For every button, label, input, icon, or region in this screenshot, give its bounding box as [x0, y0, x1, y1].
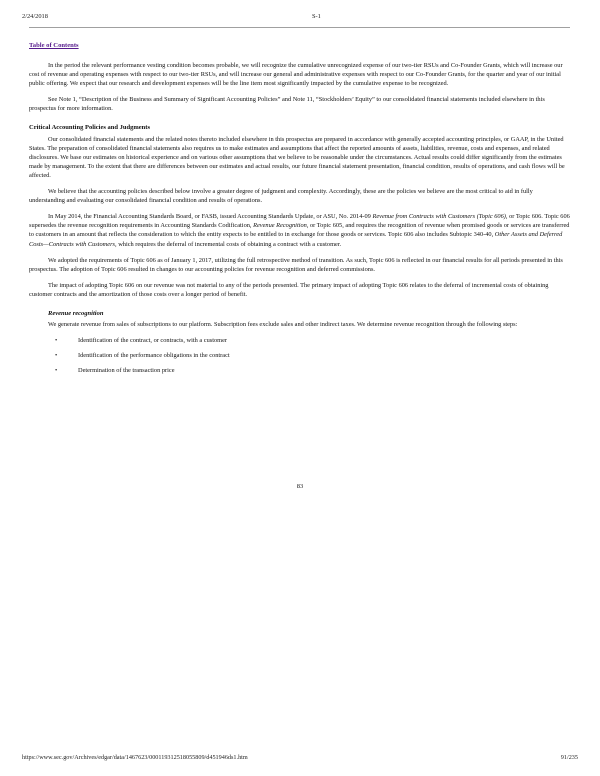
- document-body: [29, 61, 570, 381]
- page-number: 83: [296, 483, 304, 490]
- source-url: https://www.sec.gov/Archives/edgar/data/1467623/000119312518055809/d451946ds1.htm: [22, 754, 248, 761]
- paragraph-topic-606-asu: [29, 212, 570, 248]
- paragraph-vesting: In the period the relevant performance vesting condition becomes probable, we will recognize the cumulative unrecognized expense of our two-tier RSUs and Co-Founder Grants, which will increase our cost of revenue and operating expenses with respect to our two-tier RSUs, and will increase our general and administrative expenses with respect to our Co-Founder Grants, for the quarter and year of our initial public offering. We expect that our research and development expenses will be the line item most significantly impacted by the cumulative expense to be recognized.: [29, 62, 563, 88]
- list-item: [29, 351, 570, 361]
- list-item-text: Determination of the transaction price: [78, 367, 175, 375]
- print-document-title: S-1: [312, 13, 321, 20]
- heading-critical-accounting-policies: Critical Accounting Policies and Judgments: [29, 124, 150, 132]
- bullet-icon: •: [55, 367, 58, 375]
- bullet-icon: •: [55, 352, 58, 360]
- list-item-text: Identification of the performance obligations in the contract: [78, 352, 230, 360]
- text-segment: , or Topic 606. Topic 606 supersedes the revenue recognition requirements in Accounting Standards Codification,: [29, 213, 570, 230]
- paragraph-impact: The impact of adopting Topic 606 on our revenue was not material to any of the periods presented. The primary impact of adopting Topic 606 relates to the deferral of incremental costs of obtaining customer contracts and the amortization of those costs over a longer period of benefit.: [29, 281, 549, 298]
- list-item: [29, 366, 570, 376]
- print-page-count: 91/235: [560, 754, 578, 761]
- text-segment: In May 2014, the Financial Accounting Standards Board, or FASB, issued Accounting Standards Update, or ASU, No. 2014-09: [48, 213, 373, 221]
- paragraph-gaap: Our consolidated financial statements and the related notes thereto included elsewhere in this prospectus are prepared in accordance with generally accepted accounting principles, or GAAP, in the United States. The preparation of consolidated financial statements also requires us to make estimates and assumptions that affect the reported amounts of assets, liabilities, revenue, costs and expenses, and related disclosures. We base our estimates on historical experience and on various other assumptions that we believe to be reasonable under the circumstances. Actual results could differ significantly from the estimates made by management. To the extent that there are differences between our estimates and actual results, our future financial statement presentation, financial condition, results of operations, and cash flows will be affected.: [29, 135, 565, 179]
- text-segment: , or Topic 605, and requires the recognition of revenue when promised goods or services are transferred to customers in an amount that reflects the consideration to which the entity expects to be entitled to in exchange for those goods or services. Topic 606 also includes Subtopic 340-40,: [29, 222, 570, 239]
- paragraph-judgment: We believe that the accounting policies described below involve a greater degree of judgment and complexity. Accordingly, these are the policies we believe are the most critical to aid in fully understanding and evaluating our consolidated financial condition and results of operations.: [29, 188, 533, 205]
- revenue-steps-list: [29, 336, 570, 376]
- paragraph-see-note: See Note 1, “Description of the Business and Summary of Significant Accounting Policies” and Note 11, “Stockholders’ Equity” to our consolidated financial statements included elsewhere in this prospectus for more information.: [29, 96, 545, 113]
- paragraph-revenue-intro: We generate revenue from sales of subscriptions to our platform. Subscription fees exclude sales and other indirect taxes. We determine revenue recognition through the following steps:: [48, 321, 518, 329]
- bullet-icon: •: [55, 337, 58, 345]
- paragraph-adoption: We adopted the requirements of Topic 606 as of January 1, 2017, utilizing the full retrospective method of transition. As such, Topic 606 is reflected in our financial results for all periods presented in this prospectus. The adoption of Topic 606 resulted in changes to our accounting policies for revenue recognition and deferred commissions.: [29, 256, 563, 273]
- heading-revenue-recognition: Revenue recognition: [48, 309, 104, 317]
- list-item: [29, 336, 570, 346]
- table-of-contents-link[interactable]: Table of Contents: [29, 42, 79, 49]
- print-header: [22, 13, 578, 25]
- list-item-text: Identification of the contract, or contracts, with a customer: [78, 337, 228, 345]
- print-date: 2/24/2018: [22, 13, 48, 20]
- header-divider: [29, 27, 570, 28]
- text-segment: , which requires the deferral of incremental costs of obtaining a contract with a customer.: [115, 240, 342, 248]
- text-italic-subtopic-title: Other Assets and Deferred Costs—Contracts with Customers: [29, 231, 563, 248]
- text-italic-asu-title: Revenue from Contracts with Customers (Topic 606): [372, 213, 506, 221]
- text-italic-revenue-recognition: Revenue Recognition: [253, 222, 307, 230]
